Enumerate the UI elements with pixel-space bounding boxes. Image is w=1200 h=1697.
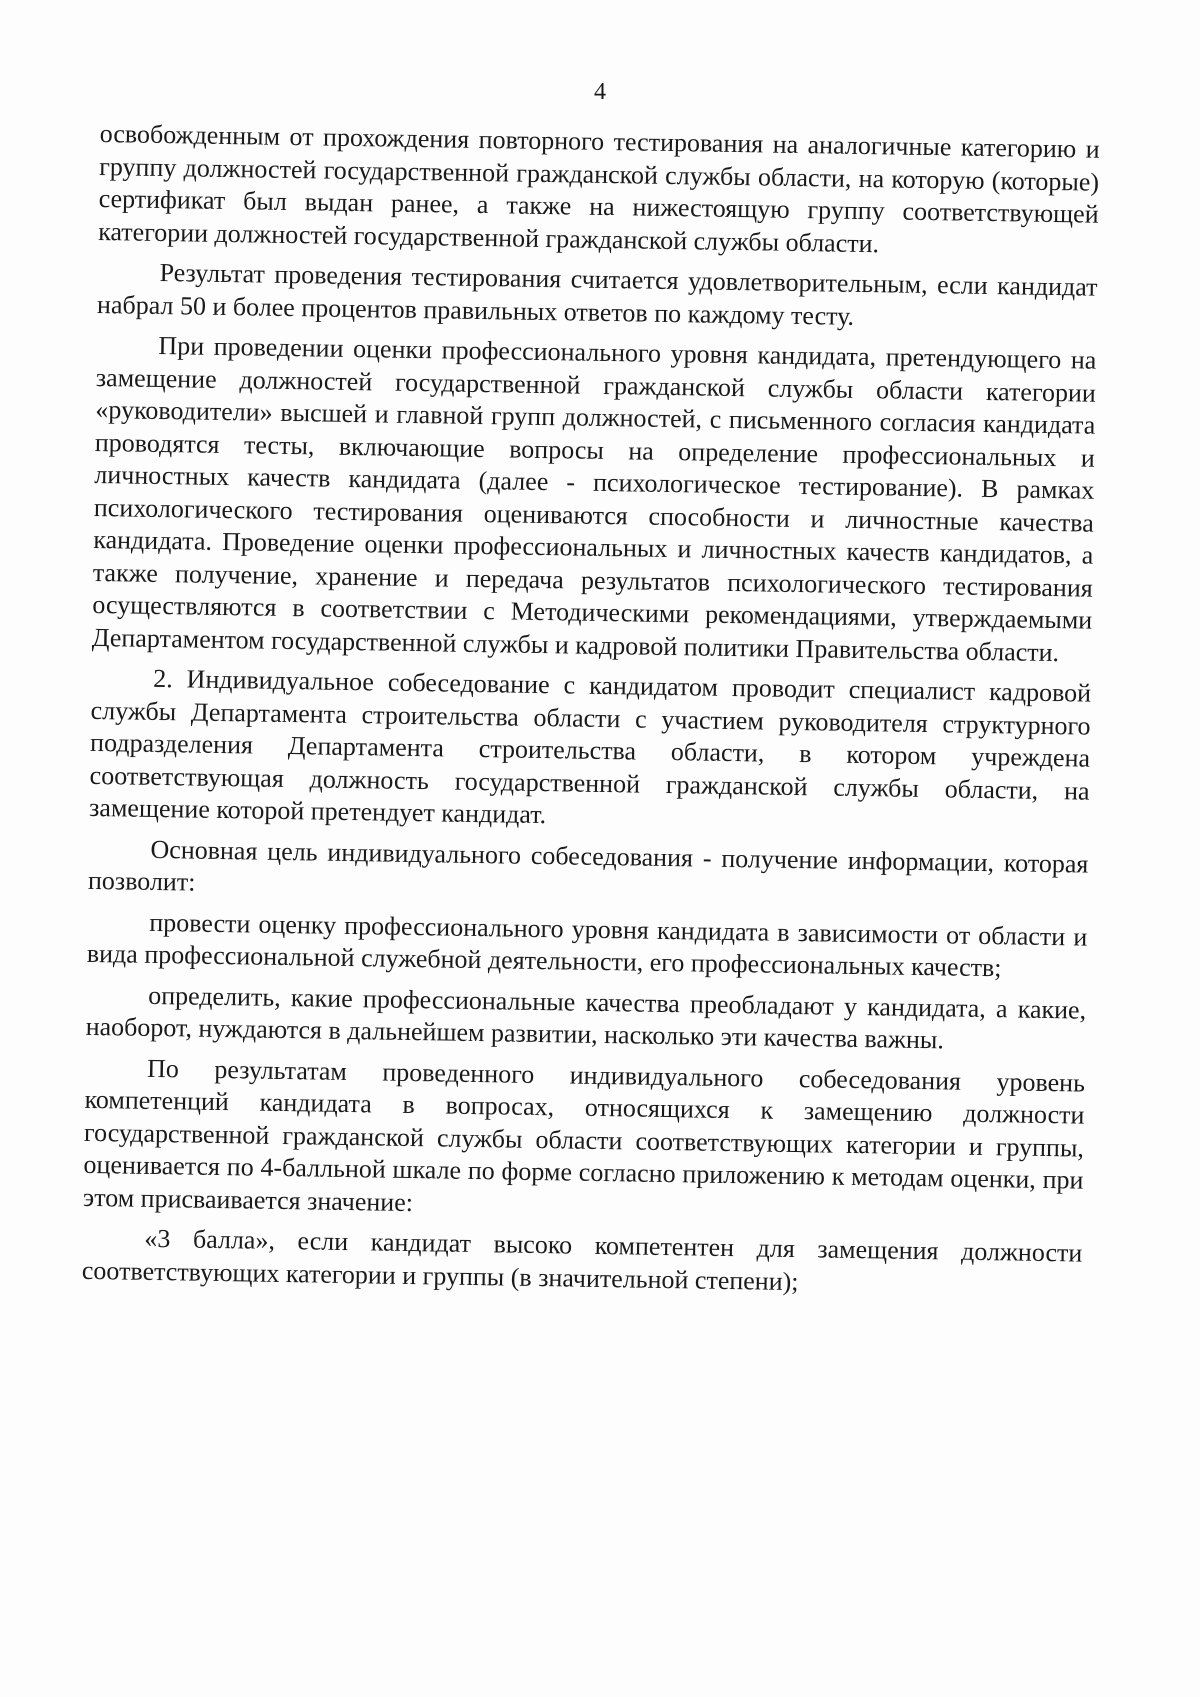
paragraph-2: Результат проведения тестирования считается удовлетворительным, если кандидат набрал 50 и более процентов правильных ответов по каждому тесту.	[96, 257, 1098, 331]
paragraph-7: определить, какие профессиональные качества преобладают у кандидата, а какие, наоборот, нуждаются в дальнейшем развитии, насколько эти качества важны.	[85, 980, 1087, 1055]
page-number: 4	[594, 79, 606, 105]
paragraph-3: При проведении оценки профессионального уровня кандидата, претендующего на замещение должностей государственной гражданской службы области категории «руководители» высшей и главной групп должностей, с письменного согласия кандидата проводятся тесты, включающие вопросы на определение профессиональных и личностных качеств кандидата (далее - психологическое тестирование). В рамках психологического тестирования оцениваются способности и личностные качества кандидата. Проведение оценки профессиональных и личностных качеств кандидатов, а также получение, хранение и передача результатов психологического тестирования осуществляются в соответствии с Методическими рекомендациями, утверждаемыми Департаментом государственной службы и кадровой политики Правительства области.	[91, 330, 1097, 667]
paragraph-9: «3 балла», если кандидат высоко компетентен для замещения должности соответствующих категории и группы (в значительной степени);	[81, 1223, 1083, 1296]
document-body	[82, 118, 1100, 1311]
paragraph-1: освобожденным от прохождения повторного тестирования на аналогичные категорию и группу должностей государственной гражданской службы области, на которую (которые) сертификат был выдан ранее, а также на нижестоящую группу соответствующей категории должностей государственной гражданской службы области.	[97, 118, 1100, 258]
paragraph-6: провести оценку профессионального уровня кандидата в зависимости от области и вида профессиональной служебной деятельности, его профессиональных качеств;	[86, 907, 1088, 983]
paragraph-4: 2. Индивидуальное собеседование с кандидатом проводит специалист кадровой службы Департамента строительства области с участием руководителя структурного подразделения Департамента строительства области, в котором учреждена соответствующая должность государственной гражданской службы области, на замещение которой претендует кандидат.	[88, 663, 1092, 830]
paragraph-5: Основная цель индивидуального собеседования - получение информации, которая позволит:	[87, 834, 1089, 897]
paragraph-8: По результатам проведенного индивидуального собеседования уровень компетенций кандидата в вопросах, относящихся к замещению должности государственной гражданской службы области соответствующих категории и группы, оценивается по 4-балльной шкале по форме согласно приложению к методам оценки, при этом присваивается значение:	[82, 1053, 1086, 1217]
